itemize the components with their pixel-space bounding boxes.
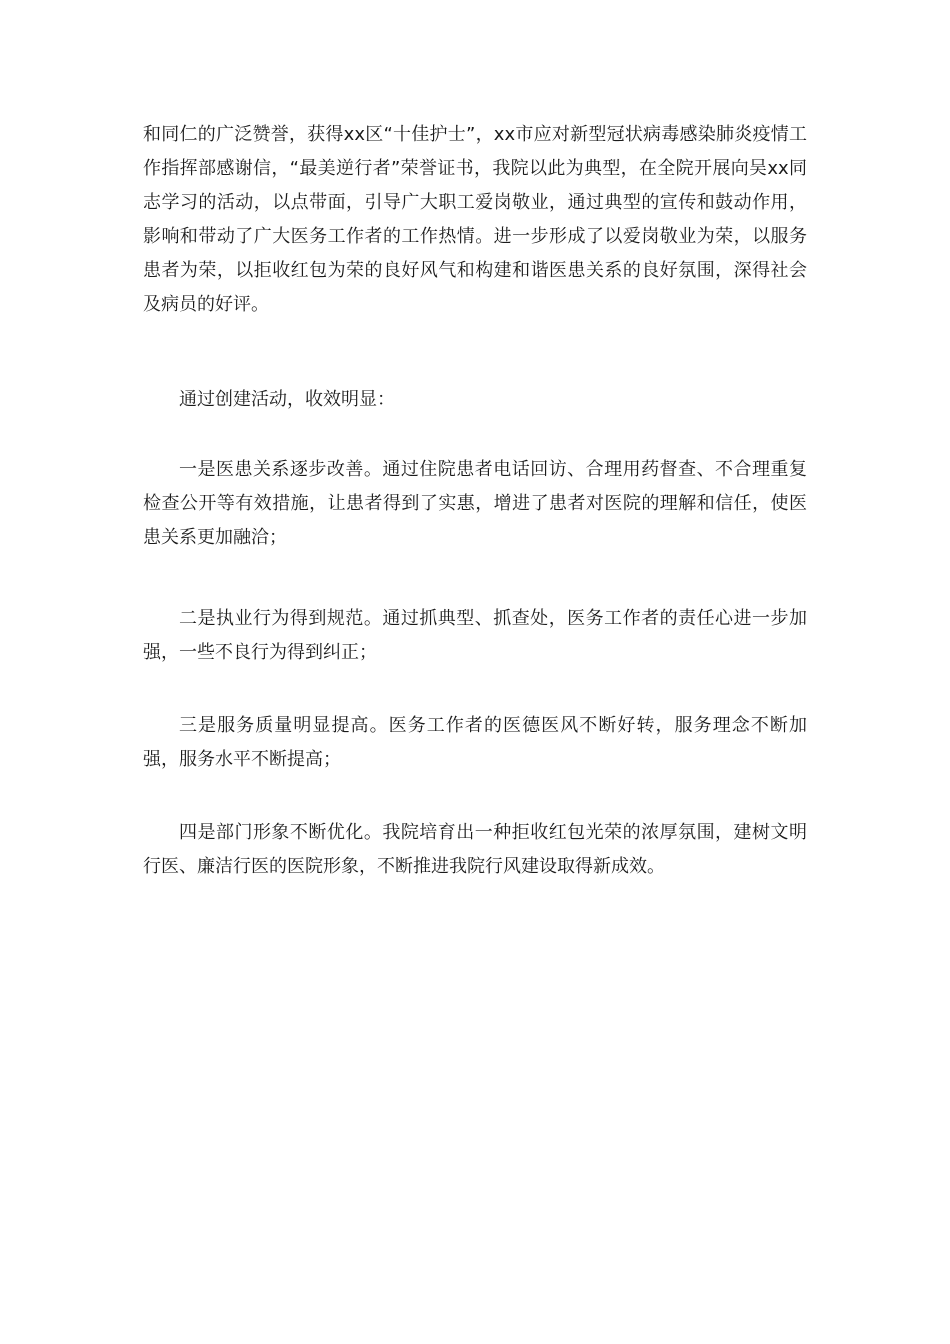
paragraph-result-1: 一是医患关系逐步改善。通过住院患者电话回访、合理用药督查、不合理重复检查公开等有效措施，让患者得到了实惠，增进了患者对医院的理解和信任，使医患关系更加融洽； [143, 459, 807, 548]
paragraph-result-4: 四是部门形象不断优化。我院培育出一种拒收红包光荣的浓厚氛围，建树文明行医、廉洁行医的医院形象，不断推进我院行风建设取得新成效。 [143, 822, 807, 877]
paragraph-result-3: 三是服务质量明显提高。医务工作者的医德医风不断好转，服务理念不断加强，服务水平不断提高； [143, 715, 807, 770]
paragraph-result-2: 二是执业行为得到规范。通过抓典型、抓查处，医务工作者的责任心进一步加强，一些不良行为得到纠正； [143, 608, 807, 663]
paragraph-summary-intro: 通过创建活动，收效明显： [179, 389, 395, 410]
paragraph-continuation: 和同仁的广泛赞誉，获得xx区“十佳护士”，xx市应对新型冠状病毒感染肺炎疫情工作指挥部感谢信，“最美逆行者”荣誉证书，我院以此为典型，在全院开展向吴xx同志学习的活动，以点带面，引导广大职工爱岗敬业，通过典型的宣传和鼓动作用，影响和带动了广大医务工作者的工作热情。进一步形成了以爱岗敬业为荣，以服务患者为荣，以拒收红包为荣的良好风气和构建和谐医患关系的良好氛围，深得社会及病员的好评。 [143, 124, 807, 315]
